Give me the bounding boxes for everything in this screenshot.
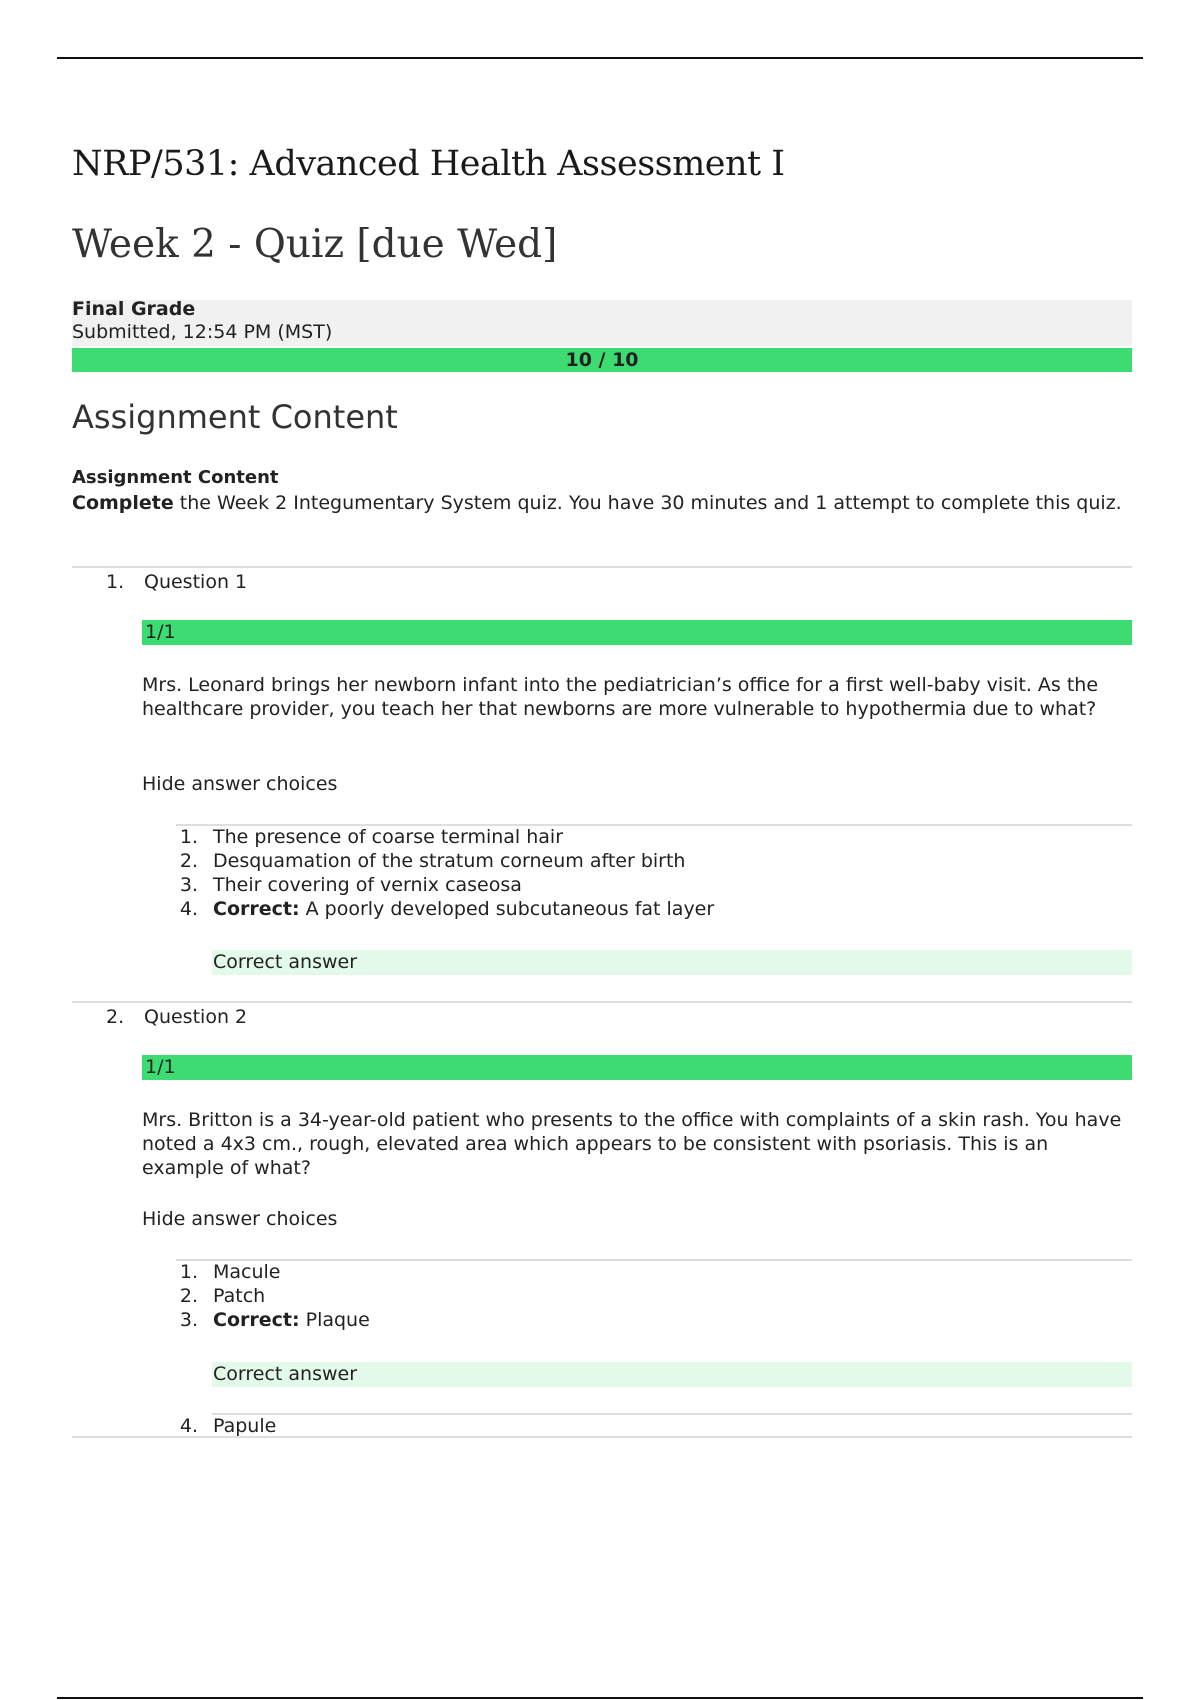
- answer-number: 4.: [179, 898, 198, 920]
- answer-choice: Papule: [213, 1415, 277, 1437]
- answer-number: 3.: [179, 874, 198, 896]
- question-text: Mrs. Leonard brings her newborn infant into the pediatrician’s office for a first well-baby visit. As the healthcare provider, you teach her that newborns are more vulnerable to hypothermia due to what?: [142, 674, 1099, 720]
- answer-divider: [212, 1413, 1132, 1415]
- quiz-title: Week 2 - Quiz [due Wed]: [72, 222, 558, 267]
- instruction-text: the Week 2 Integumentary System quiz. You have 30 minutes and 1 attempt to complete this quiz.: [173, 492, 1122, 514]
- answer-number: 1.: [179, 1261, 198, 1283]
- question-divider: [72, 566, 1132, 568]
- bottom-divider: [57, 1697, 1143, 1699]
- question-label: Question 2: [144, 1006, 248, 1028]
- section-end-divider: [72, 1436, 1132, 1438]
- answer-choice-correct: Correct: A poorly developed subcutaneous fat layer: [213, 898, 715, 920]
- question-number: 2.: [106, 1006, 125, 1028]
- assignment-content-label: Assignment Content: [72, 467, 279, 488]
- correct-answer-indicator: [212, 1362, 1132, 1387]
- question-score-bar: [142, 1055, 1132, 1080]
- answer-number: 1.: [179, 826, 198, 848]
- correct-answer-indicator: [212, 950, 1132, 975]
- answer-choice: The presence of coarse terminal hair: [213, 826, 564, 848]
- answer-choice: Patch: [213, 1285, 266, 1307]
- answer-number: 2.: [179, 1285, 198, 1307]
- course-title: NRP/531: Advanced Health Assessment I: [72, 144, 785, 184]
- answer-choice: Macule: [213, 1261, 281, 1283]
- answer-choice: Desquamation of the stratum corneum after birth: [213, 850, 686, 872]
- correct-answer-label: Correct answer: [213, 951, 358, 973]
- question-label: Question 1: [144, 571, 248, 593]
- assignment-content-heading: Assignment Content: [72, 398, 398, 436]
- correct-prefix: Correct:: [213, 1309, 300, 1331]
- correct-prefix: Correct:: [213, 898, 300, 920]
- question-score: 1/1: [145, 621, 176, 643]
- hide-answer-choices-link[interactable]: Hide answer choices: [142, 773, 338, 795]
- answer-number: 4.: [179, 1415, 198, 1437]
- final-grade-label: Final Grade: [72, 298, 196, 320]
- question-divider: [72, 1001, 1132, 1003]
- question-score-bar: [142, 620, 1132, 645]
- answer-number: 3.: [179, 1309, 198, 1331]
- answers-divider: [176, 1259, 1132, 1261]
- submitted-timestamp: Submitted, 12:54 PM (MST): [72, 321, 333, 343]
- instruction-bold: Complete: [72, 492, 174, 514]
- final-grade-bar: [72, 348, 1132, 372]
- final-grade-score: 10 / 10: [565, 349, 639, 371]
- answer-choice: Their covering of vernix caseosa: [213, 874, 522, 896]
- top-divider: [57, 57, 1143, 59]
- correct-answer-label: Correct answer: [213, 1363, 358, 1385]
- answer-number: 2.: [179, 850, 198, 872]
- question-number: 1.: [106, 571, 125, 593]
- answer-choice-correct: Correct: Plaque: [213, 1309, 370, 1331]
- question-text: Mrs. Britton is a 34-year-old patient who presents to the office with complaints of a skin rash. You have noted a 4x3 cm., rough, elevated area which appears to be consistent with psoriasis. This is an example of what?: [142, 1109, 1122, 1179]
- hide-answer-choices-link[interactable]: Hide answer choices: [142, 1208, 338, 1230]
- assignment-instructions: [72, 491, 1132, 515]
- question-score: 1/1: [145, 1056, 176, 1078]
